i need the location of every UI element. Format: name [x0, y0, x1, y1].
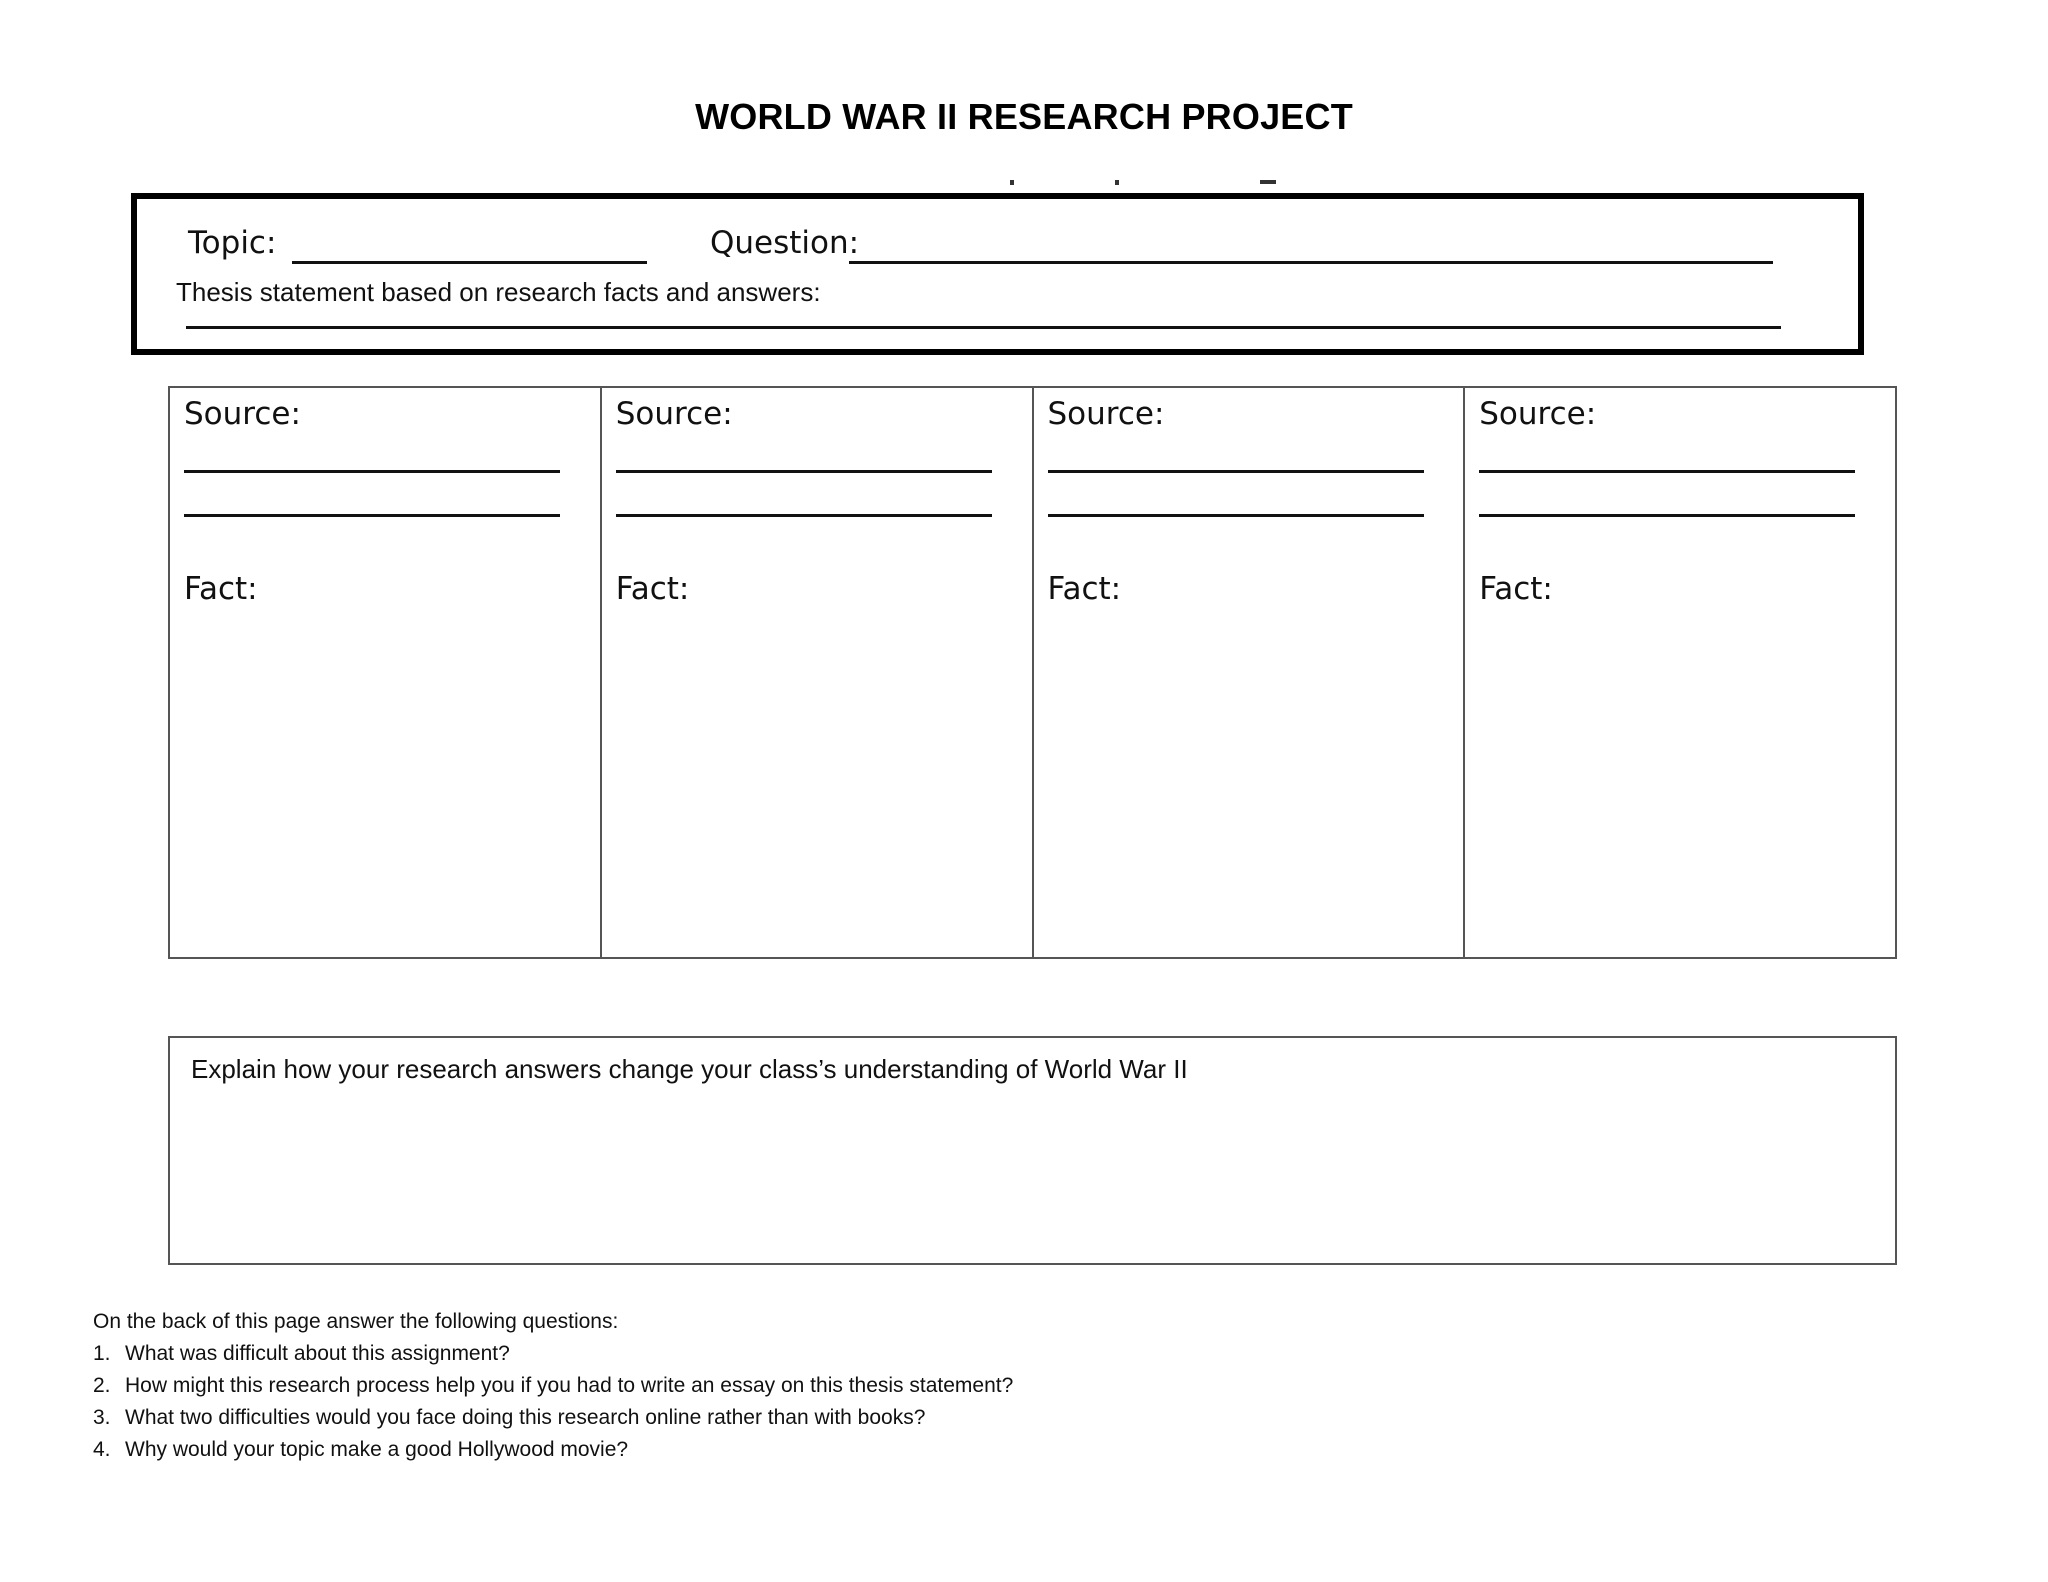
thesis-label: Thesis statement based on research facts and answers: — [176, 277, 821, 307]
question-number: 1. — [93, 1342, 111, 1365]
question-number: 3. — [93, 1406, 111, 1429]
stray-mark — [1115, 180, 1119, 185]
source-column — [602, 388, 1034, 957]
topic-label: Topic: — [188, 225, 277, 261]
explain-box[interactable] — [168, 1036, 1897, 1265]
source-blank-line[interactable] — [1048, 470, 1424, 473]
source-column — [1034, 388, 1466, 957]
source-label: Source: — [184, 396, 301, 432]
page-title: WORLD WAR II RESEARCH PROJECT — [695, 96, 1353, 137]
question-number: 4. — [93, 1438, 111, 1461]
question-item — [93, 1402, 1013, 1434]
source-blank-line[interactable] — [184, 514, 560, 517]
question-item — [93, 1370, 1013, 1402]
source-column — [1465, 388, 1895, 957]
questions-section — [93, 1306, 1013, 1466]
question-text: Why would your topic make a good Hollywood movie? — [125, 1438, 629, 1461]
explain-label: Explain how your research answers change your class’s understanding of World War II — [191, 1054, 1188, 1084]
fact-label: Fact: — [1047, 571, 1122, 607]
header-box — [131, 193, 1864, 355]
source-blank-line[interactable] — [1479, 470, 1855, 473]
source-blank-line[interactable] — [616, 470, 992, 473]
source-column — [170, 388, 602, 957]
question-item — [93, 1434, 1013, 1466]
thesis-blank-line[interactable] — [186, 326, 1781, 329]
source-label: Source: — [1479, 396, 1597, 432]
fact-label: Fact: — [615, 571, 690, 607]
question-text: What two difficulties would you face doing this research online rather than with books? — [125, 1406, 926, 1429]
source-blank-line[interactable] — [616, 514, 992, 517]
question-item — [93, 1338, 1013, 1370]
question-number: 2. — [93, 1374, 111, 1397]
source-label: Source: — [615, 396, 733, 432]
fact-label: Fact: — [184, 571, 258, 607]
fact-label: Fact: — [1479, 571, 1553, 607]
topic-blank-line[interactable] — [292, 261, 647, 264]
question-blank-line[interactable] — [849, 261, 1773, 264]
source-grid — [168, 386, 1897, 959]
source-blank-line[interactable] — [1048, 514, 1424, 517]
stray-mark — [1010, 180, 1014, 185]
source-label: Source: — [1047, 396, 1165, 432]
question-text: How might this research process help you if you had to write an essay on this thesis statement? — [125, 1374, 1014, 1397]
questions-intro: On the back of this page answer the following questions: — [93, 1310, 619, 1333]
source-blank-line[interactable] — [184, 470, 560, 473]
source-blank-line[interactable] — [1479, 514, 1855, 517]
stray-mark — [1260, 180, 1276, 184]
question-label: Question: — [710, 225, 860, 261]
question-text: What was difficult about this assignment? — [125, 1342, 510, 1365]
